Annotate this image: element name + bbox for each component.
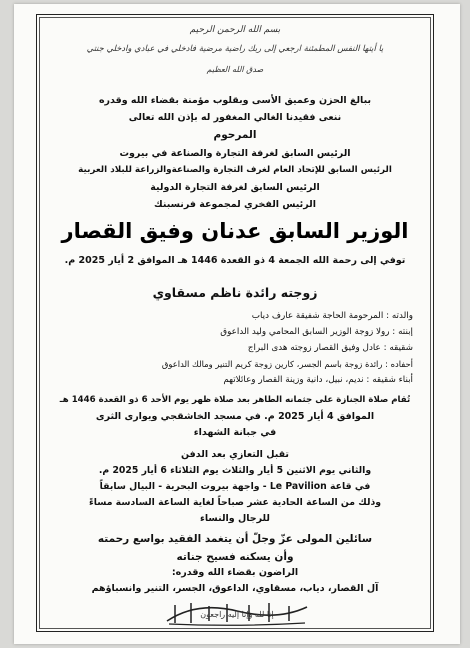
- grandchildren-line: أحفاده : رائدة زوجة باسم الجسر، كارين زوجة كريم التنير ومالك الداعوق: [161, 359, 413, 369]
- wife-line: زوجته رائدة ناظم مسقاوي: [152, 285, 318, 300]
- condolences-line-3: في قاعة Le Pavilion - واجهة بيروت البحرية - البيال سابقاً: [99, 481, 371, 492]
- deceased-name: الوزير السابق عدنان وفيق القصار: [61, 219, 409, 243]
- prayer-line-2: وأن يسكنه فسيح جناته: [176, 551, 294, 563]
- brother-line: شقيقه : عادل وفيق القصار زوجته هدى البراج: [247, 343, 413, 353]
- intro-line-2: ننعى فقيدنا الغالي المغفور له بإذن الله تعالى: [128, 112, 342, 123]
- prayer-line-1: سائلين المولى عزّ وجلّ أن يتغمد الفقيد بواسع رحمته: [97, 533, 373, 545]
- verse-ending: صدق الله العظيم: [206, 65, 264, 74]
- title-line-4: الرئيس الفخري لمجموعة فرنسبنك: [154, 199, 316, 210]
- title-line-3: الرئيس السابق لغرفة التجارة الدولية: [150, 182, 320, 193]
- condolences-line-2: والثاني يوم الاثنين 5 أيار والثلاث يوم الثلاثاء 6 أيار 2025 م.: [98, 465, 372, 476]
- basmala: بسم الله الرحمن الرحيم: [189, 25, 281, 35]
- late-label: المرحوم: [213, 129, 257, 141]
- intro-line-1: ببالغ الحزن وعميق الأسى وبقلوب مؤمنة بقضاء الله وقدره: [98, 95, 372, 106]
- mourners-label: الراضون بقضاء الله وقدره:: [171, 567, 299, 578]
- daughter-line: إبنته : رولا زوجة الوزير السابق المحامي وليد الداعوق: [220, 327, 413, 337]
- closing-verse: إنا لله وإنا إليه راجعون: [200, 610, 274, 619]
- page-border: [36, 14, 434, 632]
- condolences-line-1: تقبل التعازي بعد الدفن: [181, 449, 289, 460]
- mother-line: والدته : المرحومة الحاجة شفيقة عارف دياب: [251, 311, 413, 321]
- funeral-line-2: الموافق 4 أيار 2025 م. في مسجد الخاشقجي ويوارى الثرى: [95, 411, 375, 422]
- funeral-line-1: تُقام صلاة الجنازة على جثمانه الطاهر بعد صلاة ظهر يوم الأحد 6 ذو القعدة 1446 هـ: [59, 395, 411, 405]
- death-date: توفي إلى رحمة الله الجمعة 4 ذو القعدة 1446 هـ الموافق 2 أيار 2025 م.: [64, 255, 406, 266]
- mourners-list: آل القصار، دياب، مسقاوي، الداعوق، الجسر، التنير وانسباؤهم: [91, 583, 379, 594]
- nephews-line: أبناء شقيقه : نديم، نبيل، دانية وزينة القصار وعائلاتهم: [223, 375, 413, 385]
- title-line-1: الرئيس السابق لغرفة التجارة والصناعة في بيروت: [119, 148, 351, 159]
- title-line-2: الرئيس السابق للإتحاد العام لغرف التجارة والصناعةوالزراعة للبلاد العربية: [78, 165, 392, 175]
- calligraphy-seal-icon: [157, 597, 317, 627]
- condolences-line-4: وذلك من الساعة الحادية عشر صباحاً لغاية الساعة السادسة مساءً: [88, 497, 381, 508]
- funeral-line-3: في جبانة الشهداء: [193, 427, 277, 438]
- quranic-verse: يا أيتها النفس المطمئنة ارجعي إلى ربك راضية مرضية فادخلي في عبادي وادخلي جنتي: [86, 43, 384, 53]
- condolences-line-5: للرجال والنساء: [199, 513, 271, 524]
- obituary-sheet: [14, 4, 460, 644]
